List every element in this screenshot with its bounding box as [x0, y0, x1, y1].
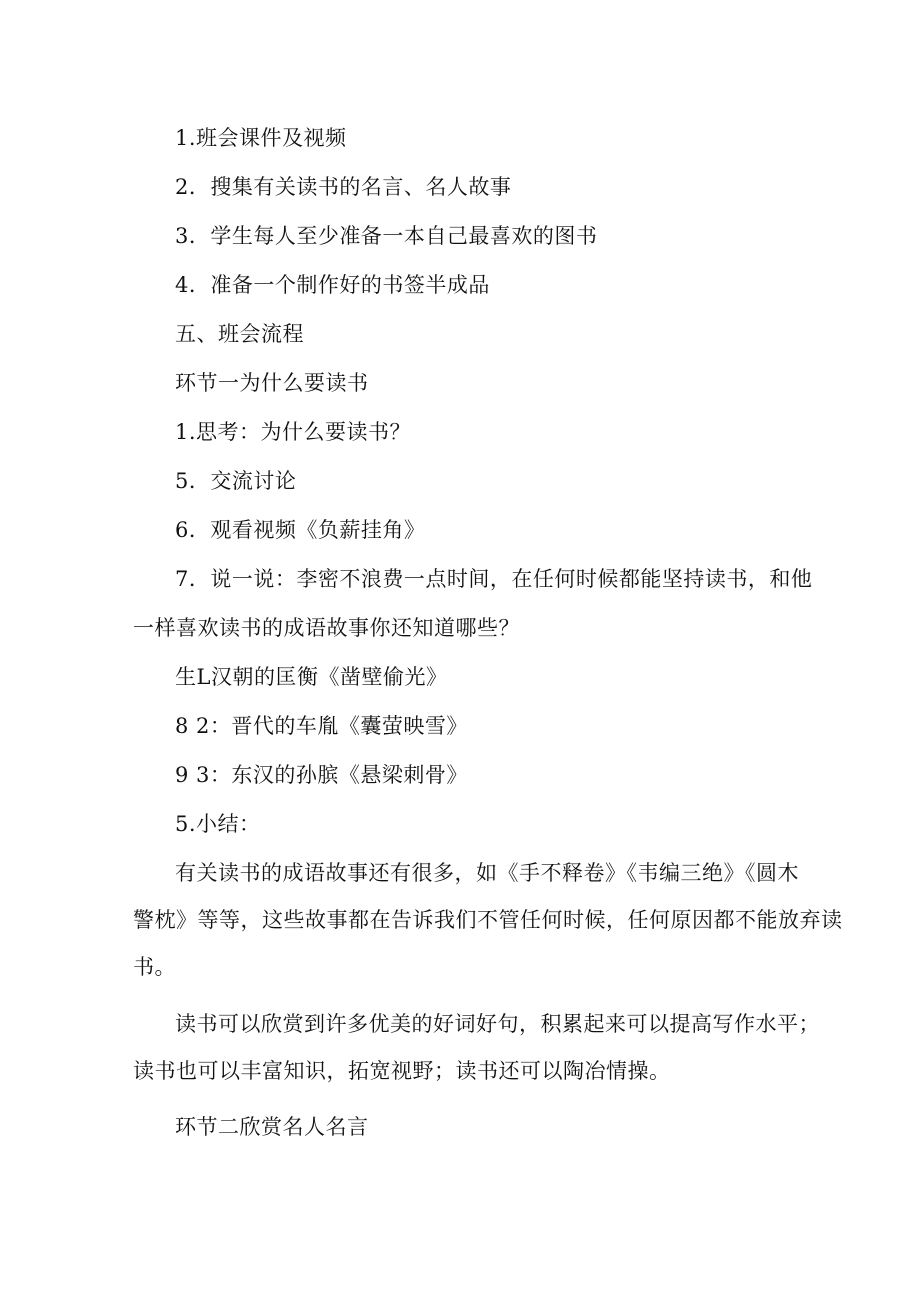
list-item-say-line-2: 一样喜欢读书的成语故事你还知道哪些？ — [133, 616, 520, 640]
summary-paragraph-1-line-2: 警枕》等等，这些故事都在告诉我们不管任何时候，任何原因都不能放弃读 — [133, 908, 843, 932]
list-item-materials-4: 4．准备一个制作好的书签半成品 — [175, 273, 490, 297]
list-item-materials-1: 1.班会课件及视频 — [175, 126, 347, 150]
subsection-heading-step-2: 环节二欣赏名人名言 — [175, 1115, 369, 1139]
list-item-video: 6．观看视频《负薪挂角》 — [175, 518, 426, 542]
subsection-heading-step-1: 环节一为什么要读书 — [175, 371, 369, 395]
summary-heading: 5.小结： — [175, 812, 261, 836]
student-answer-3: 9 3：东汉的孙膑《悬梁刺骨》 — [175, 763, 468, 787]
student-answer-2: 8 2：晋代的车胤《囊萤映雪》 — [175, 714, 468, 738]
list-item-discuss: 5．交流讨论 — [175, 469, 297, 493]
student-answer-1: 生L汉朝的匡衡《凿壁偷光》 — [175, 665, 448, 689]
summary-paragraph-2-line-1: 读书可以欣赏到许多优美的好词好句，积累起来可以提高写作水平； — [175, 1012, 820, 1036]
list-item-materials-3: 3．学生每人至少准备一本自己最喜欢的图书 — [175, 224, 598, 248]
list-item-think: 1.思考：为什么要读书？ — [175, 420, 412, 444]
list-item-say-line-1: 7．说一说：李密不浪费一点时间，在任何时候都能坚持读书，和他 — [175, 567, 813, 591]
summary-paragraph-2-line-2: 读书也可以丰富知识，拓宽视野；读书还可以陶冶情操。 — [133, 1059, 671, 1083]
summary-paragraph-1-line-3: 书。 — [133, 955, 176, 979]
summary-paragraph-1-line-1: 有关读书的成语故事还有很多，如《手不释卷》《韦编三绝》《圆木 — [175, 861, 799, 885]
list-item-materials-2: 2．搜集有关读书的名言、名人故事 — [175, 175, 512, 199]
section-heading-process: 五、班会流程 — [175, 322, 304, 346]
